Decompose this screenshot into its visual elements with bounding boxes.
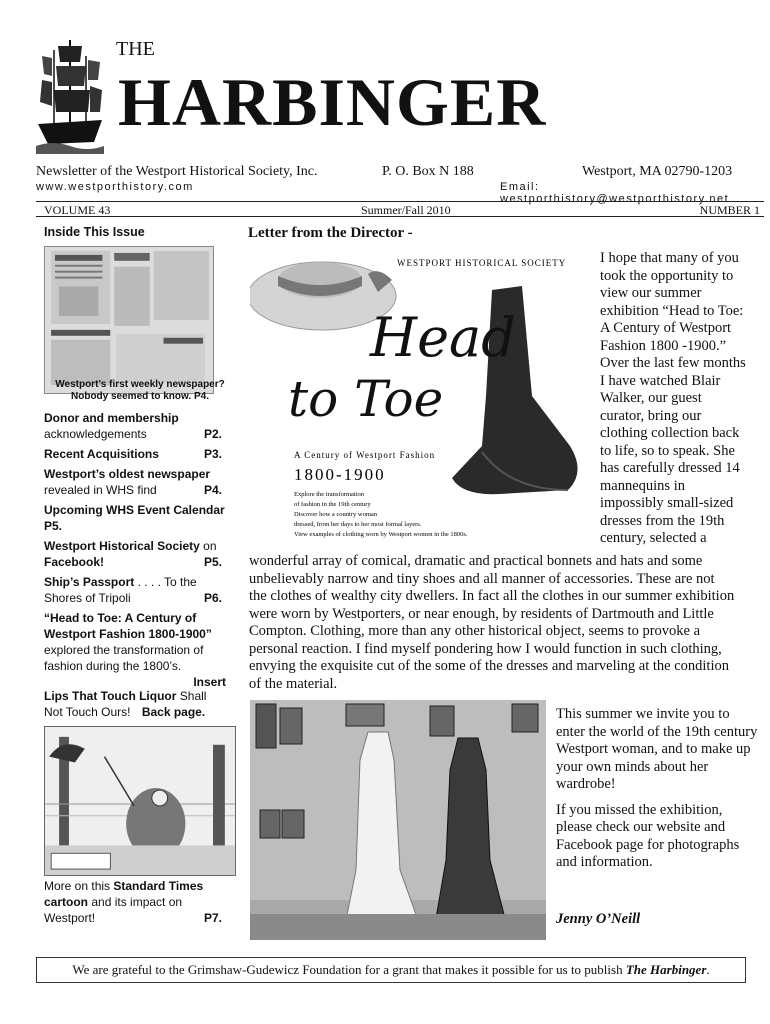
poster-subtitle: A Century of Westport Fashion <box>294 450 436 460</box>
toc-item-desc: explored the transformation of fashion during the 1800’s. <box>44 643 204 673</box>
article-line: were worn by Westporters, or near enough, by residents of Dartmouth and Little <box>249 605 714 622</box>
toc-item-oldest-newspaper[interactable] <box>44 466 236 498</box>
article-line: century, selected a <box>600 530 707 546</box>
toc-item-title: Upcoming WHS Event Calendar <box>44 503 225 517</box>
toc-item-page: P4. <box>203 483 222 497</box>
article-paragraph: This summer we invite you to enter the world of the 19th century Westport woman, and to make up your own minds about her wardrobe! <box>556 706 758 792</box>
article-line: wonderful array of comical, dramatic and practical bonnets and hats and some <box>249 553 703 569</box>
masthead-the: THE <box>116 38 155 60</box>
footer-publication-name: The Harbinger <box>625 962 707 977</box>
cartoon-caption-c: and its impact on <box>88 895 183 909</box>
newspaper-caption-line-2: Nobody seemed to know. P4. <box>71 391 209 402</box>
toc-item-donor[interactable] <box>44 410 236 442</box>
footer-end: . <box>706 962 710 977</box>
footer-acknowledgement <box>36 957 746 983</box>
volume-label: VOLUME 43 <box>44 203 111 217</box>
po-box: P. O. Box N 188 <box>382 164 474 179</box>
article-signature: Jenny O’Neill <box>556 911 641 927</box>
article-line: personal reaction. I find myself pondering how I would function in such clothing, <box>249 640 722 657</box>
toc-item-title: Lips That Touch Liquor <box>44 689 177 703</box>
number-label: NUMBER 1 <box>699 203 760 217</box>
cartoon-caption-d: Westport! <box>44 911 96 925</box>
toc-item-page: P6. <box>203 591 222 605</box>
toc-item-passport[interactable] <box>44 574 236 606</box>
article-line: to life, so to speak. She <box>600 442 735 459</box>
article-line: curator, bring our <box>600 407 702 424</box>
exhibition-photo <box>250 700 546 940</box>
toc-item-facebook[interactable] <box>44 538 236 570</box>
season-label: Summer/Fall 2010 <box>361 203 451 217</box>
article-paragraph: If you missed the exhibition, please check our website and Facebook page for photographs and information. <box>556 801 740 870</box>
article-line: of the material. <box>249 675 338 692</box>
email-link[interactable]: Email: westporthistory@westporthistory.net <box>500 181 730 205</box>
toc-item-inline: . . . . To the <box>134 575 197 589</box>
org-name: Newsletter of the Westport Historical Society, Inc. <box>36 164 318 179</box>
newspaper-caption <box>44 379 236 403</box>
toc-item-desc: revealed in WHS find <box>44 483 157 497</box>
toc-item-inline: on <box>199 539 217 553</box>
article-line: took the opportunity to <box>600 267 734 284</box>
cartoon-page: P7. <box>203 911 222 925</box>
toc-item-title: “Head to Toe: A Century of Westport Fashion 1800-1900” <box>44 611 212 641</box>
masthead-title: HARBINGER <box>118 64 547 140</box>
poster-line-5: View examples of clothing worn by Westport women in the 1800s. <box>294 531 468 538</box>
article-line: mannequins in <box>600 477 685 494</box>
toc-item-title: Ship’s Passport <box>44 575 135 589</box>
toc-item-desc: Facebook! <box>44 555 105 569</box>
toc-item-desc: Not Touch Ours! <box>44 705 131 719</box>
article-paragraph-wide <box>249 553 761 693</box>
poster-title-toe: to Toe <box>288 370 444 428</box>
sidebar <box>44 224 236 925</box>
toc-item-title: Recent Acquisitions <box>44 447 159 461</box>
exhibition-poster <box>250 246 588 542</box>
article-line: Over the last few months <box>600 355 746 371</box>
article-column-right <box>600 250 760 548</box>
toc-item-page: P3. <box>203 447 222 461</box>
article-line: unbelievably narrow and tiny shoes and all manner of accessories. These are not <box>249 570 715 587</box>
toc-item-page: P2. <box>203 427 222 441</box>
ship-logo <box>36 36 104 154</box>
toc-item-title: Westport’s oldest newspaper <box>44 467 211 481</box>
sidebar-heading: Inside This Issue <box>44 224 212 248</box>
cartoon-caption-a: More on this <box>44 879 114 893</box>
toc-item-title: Westport Historical Society <box>44 539 200 553</box>
toc-item-page: P5. <box>44 519 63 533</box>
toc-item-liquor[interactable] <box>44 688 236 720</box>
article-line: I have watched Blair <box>600 372 721 389</box>
article-line: I hope that many of you <box>600 250 739 266</box>
poster-line-1: Explore the transformation <box>294 491 365 498</box>
newspaper-image <box>44 246 214 394</box>
article-line: Fashion 1800 -1900.” <box>600 337 727 354</box>
cartoon-caption-b: Standard Times cartoon <box>44 879 204 909</box>
toc-item-head-to-toe[interactable] <box>44 610 226 689</box>
article-line: A Century of Westport <box>600 320 732 336</box>
poster-title-head: Head <box>370 306 516 369</box>
poster-line-2: of fashion in the 19th century <box>294 501 371 508</box>
toc-item-desc: acknowledgements <box>44 427 147 441</box>
toc-item-inline: Shall <box>176 689 207 703</box>
toc-item-desc: Shores of Tripoli <box>44 591 131 605</box>
cartoon-caption <box>44 878 236 926</box>
article-line: envying the exquisite cut of the some of the dresses and marveling at the condition <box>249 658 729 674</box>
poster-line-4: dressed, from her days to her most formal layers. <box>294 521 422 528</box>
article-line: the clothes of wealthy city dwellers. In fact all the clothes in our summer exhibition <box>249 588 735 604</box>
article-heading: Letter from the Director - <box>248 225 413 241</box>
toc-item-page: Insert <box>193 675 226 689</box>
article-line: Compton. Clothing, more than any other historical object, seems to provoke a <box>249 623 701 639</box>
poster-years: 1800-1900 <box>294 465 386 484</box>
article-column-bottom <box>556 706 762 880</box>
toc-item-title: Donor and membership <box>44 411 179 425</box>
volume-bar <box>36 201 764 217</box>
poster-line-3: Discover how a country woman <box>294 511 378 518</box>
article-line: view our summer <box>600 285 702 301</box>
toc-item-acquisitions[interactable] <box>44 446 236 462</box>
city-address: Westport, MA 02790-1203 <box>582 164 733 179</box>
article-line: impossibly small-sized <box>600 495 734 511</box>
website-link[interactable]: www.westporthistory.com <box>36 181 194 193</box>
footer-text: We are grateful to the Grimshaw-Gudewicz Foundation for a grant that makes it possible for us to publish <box>72 962 626 977</box>
article-line: has carefully dressed 14 <box>600 460 740 476</box>
toc-item-page: Back page. <box>141 705 206 719</box>
article-line: clothing collection back <box>600 425 740 441</box>
article-line: dresses from the 19th <box>600 512 725 529</box>
poster-org: WESTPORT HISTORICAL SOCIETY <box>397 258 567 268</box>
newspaper-caption-line-1: Westport’s first weekly newspaper? <box>55 379 225 390</box>
toc-item-page: P5. <box>203 555 222 569</box>
article-line: Walker, our guest <box>600 390 702 406</box>
article-line: exhibition “Head to Toe: <box>600 302 744 319</box>
cartoon-image <box>44 726 236 876</box>
toc-item-calendar[interactable] <box>44 502 236 534</box>
